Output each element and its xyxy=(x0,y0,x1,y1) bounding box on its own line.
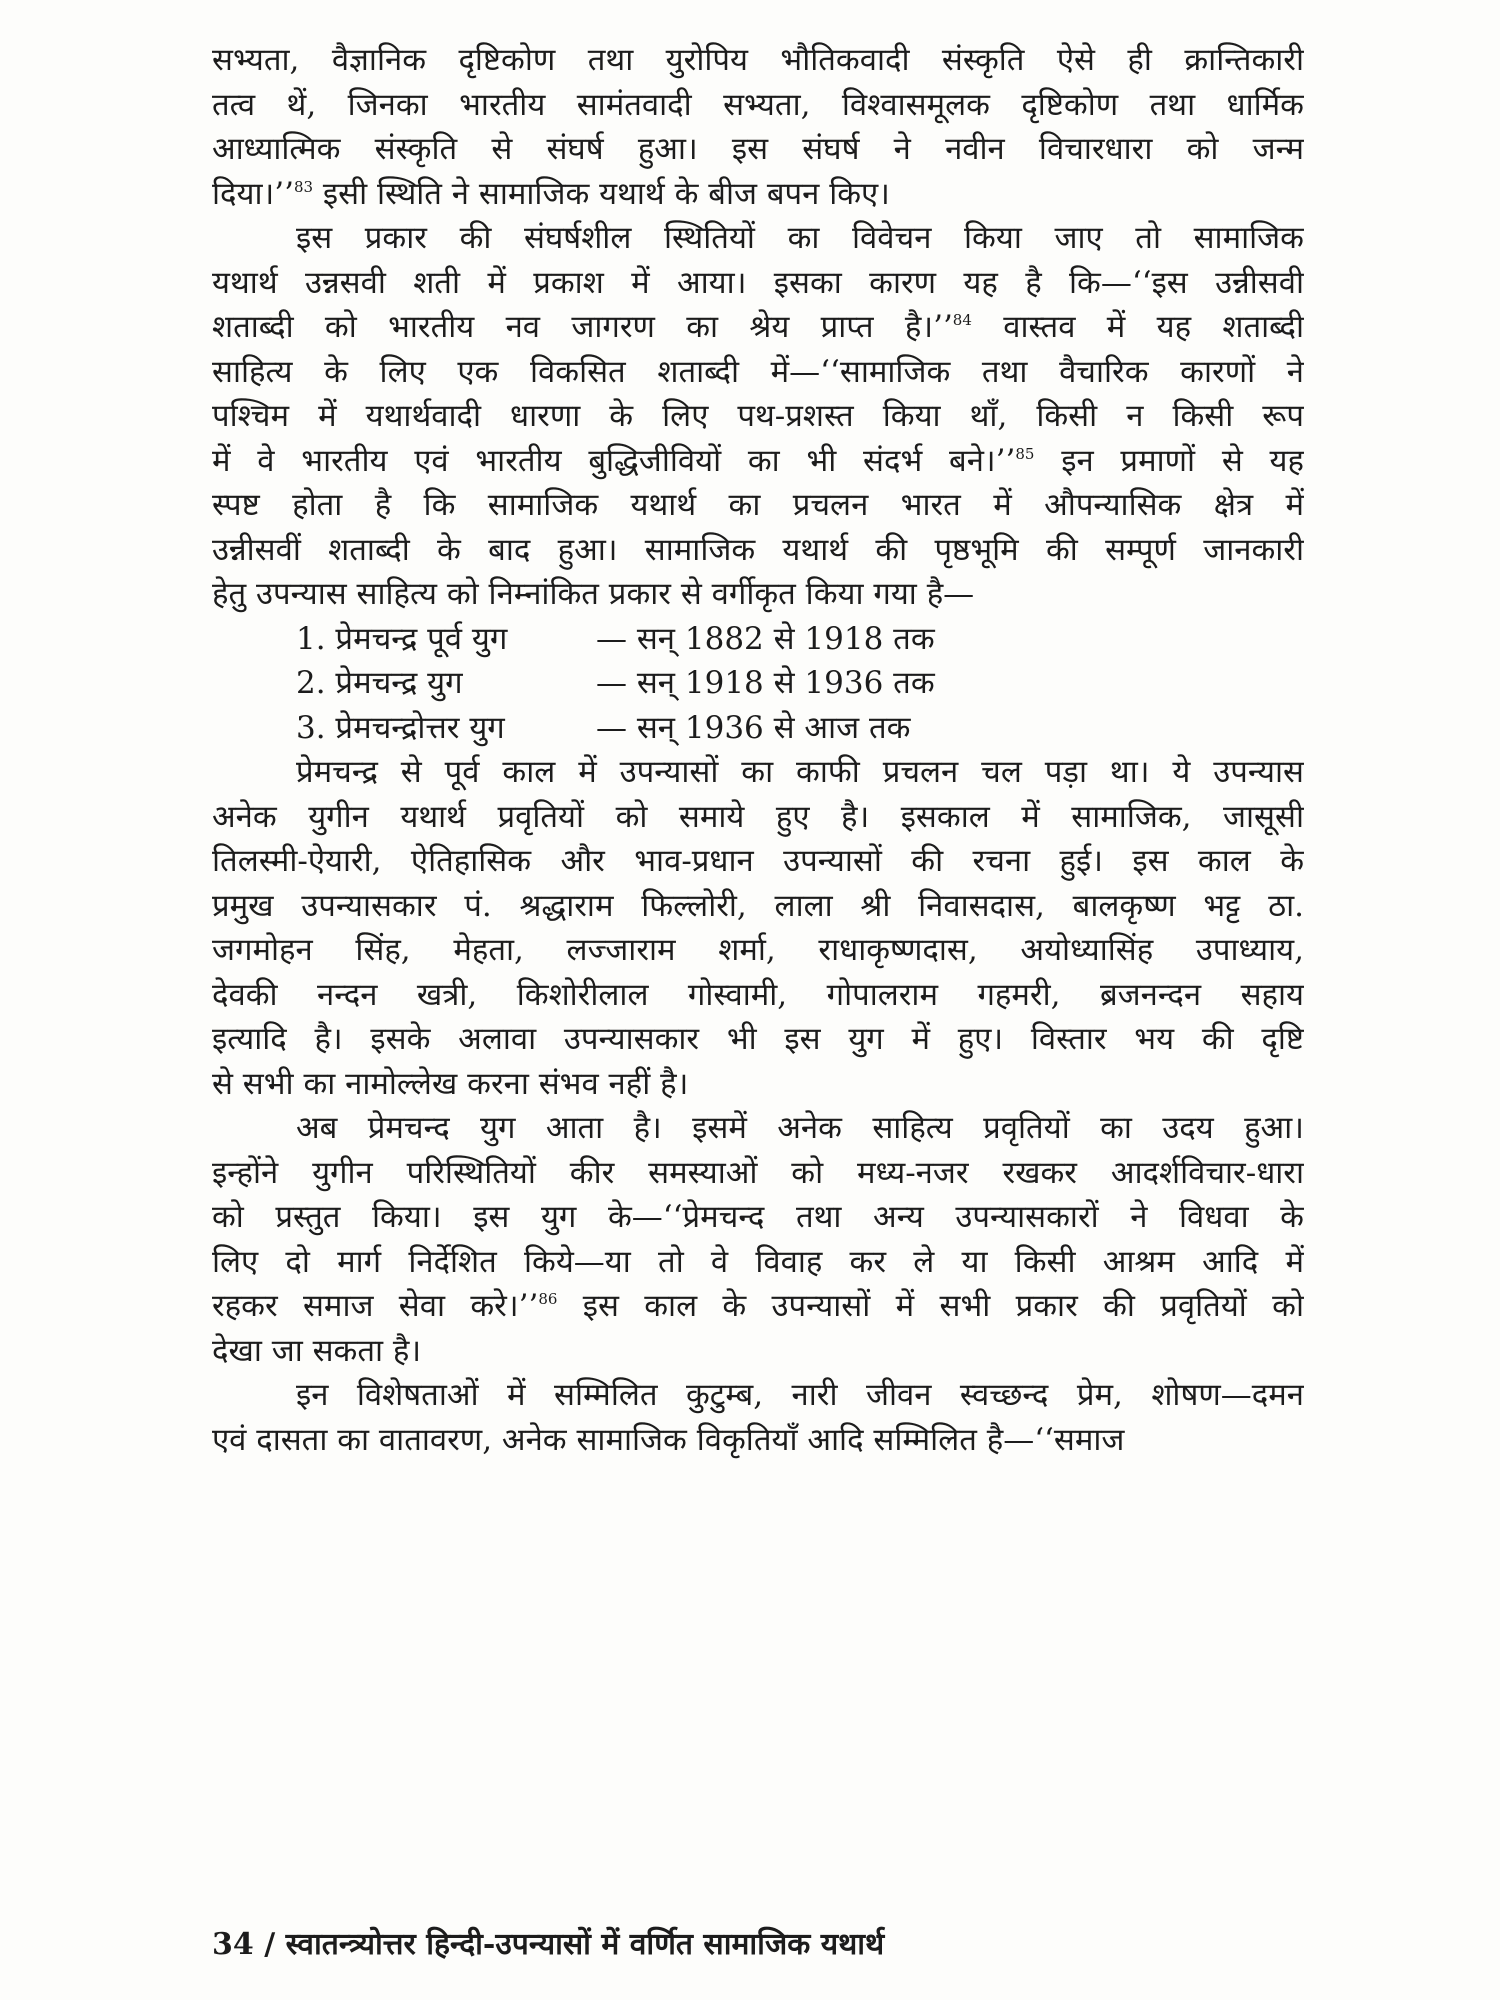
text-segment: इन्होंने युगीन परिस्थितियों कीर समस्याओं को मध्य-नजर रखकर आदर्शविचार-धारा xyxy=(212,1154,1304,1191)
text-segment: इत्यादि है। इसके अलावा उपन्यासकार भी इस युग में हुए। विस्तार भय की दृष्टि xyxy=(212,1021,1304,1057)
text-line xyxy=(212,1329,1304,1374)
text-segment: से सभी का नामोल्लेख करना संभव नहीं है। xyxy=(212,1065,689,1102)
paragraph xyxy=(212,38,1304,216)
page-footer: 34 / स्वातन्त्र्योत्तर हिन्दी-उपन्यासों में वर्णित सामाजिक यथार्थ xyxy=(212,1927,885,1962)
text-line xyxy=(212,572,1304,617)
text-segment: अब प्रेमचन्द युग आता है। इसमें अनेक साहित्य प्रवृतियों का उदय हुआ। xyxy=(296,1110,1304,1146)
text-line xyxy=(212,973,1304,1018)
footnote-marker: 83 xyxy=(293,177,314,196)
text-line xyxy=(212,528,1304,573)
text-line xyxy=(212,1284,1304,1329)
text-segment: यथार्थ उन्नसवी शती में प्रकाश में आया। इसका कारण यह है कि—‘‘इस उन्नीसवी xyxy=(212,264,1304,301)
text-segment: आध्यात्मिक संस्कृति से संघर्ष हुआ। इस संघर्ष ने नवीन विचारधारा को जन्म xyxy=(212,131,1304,167)
text-line xyxy=(212,1373,1304,1418)
text-segment: इस काल के उपन्यासों में सभी प्रकार की प्रवृतियों को xyxy=(557,1288,1304,1324)
text-line xyxy=(212,305,1304,350)
footnote-marker: 84 xyxy=(952,311,972,329)
text-line xyxy=(212,483,1304,528)
text-line xyxy=(212,38,1304,83)
footnote-marker: 86 xyxy=(538,1290,558,1308)
era-list-item xyxy=(212,706,1304,751)
text-segment: को प्रस्तुत किया। इस युग के—‘‘प्रेमचन्द तथा अन्य उपन्यासकारों ने विधवा के xyxy=(212,1199,1304,1235)
text-block-upper xyxy=(212,38,1304,617)
text-line xyxy=(212,83,1304,128)
text-line xyxy=(212,127,1304,172)
text-segment: तिलस्मी-ऐयारी, ऐतिहासिक और भाव-प्रधान उपन्यासों की रचना हुई। इस काल के xyxy=(212,843,1304,879)
text-block-lower xyxy=(212,750,1304,1462)
text-segment: अनेक युगीन यथार्थ प्रवृतियों को समाये हुए है। इसकाल में सामाजिक, जासूसी xyxy=(212,798,1304,835)
text-line xyxy=(212,1106,1304,1151)
text-line xyxy=(212,1240,1304,1285)
text-segment: इस प्रकार की संघर्षशील स्थितियों का विवेचन किया जाए तो सामाजिक xyxy=(296,220,1304,256)
era-range: — सन् 1936 से आज तक xyxy=(596,709,911,746)
text-line xyxy=(212,795,1304,840)
text-line xyxy=(212,1017,1304,1062)
text-segment: देखा जा सकता है। xyxy=(212,1332,422,1369)
text-line xyxy=(212,1062,1304,1107)
era-list-item xyxy=(212,617,1304,662)
text-segment: रहकर समाज सेवा करे।’’ xyxy=(212,1288,539,1324)
text-line xyxy=(212,884,1304,929)
text-line xyxy=(212,839,1304,884)
text-line xyxy=(212,1195,1304,1240)
text-segment: हेतु उपन्यास साहित्य को निम्नांकित प्रकार से वर्गीकृत किया गया है— xyxy=(212,576,975,612)
text-segment: इसी स्थिति ने सामाजिक यथार्थ के बीज बपन किए। xyxy=(313,175,890,212)
era-range: — सन् 1882 से 1918 तक xyxy=(596,620,935,657)
paragraph xyxy=(212,750,1304,1106)
text-segment: पश्चिम में यथार्थवादी धारणा के लिए पथ-प्रशस्त किया थाँ, किसी न किसी रूप xyxy=(212,398,1304,434)
page-body xyxy=(212,38,1304,1462)
text-segment: वास्तव में यह शताब्दी xyxy=(971,309,1304,345)
footnote-marker: 85 xyxy=(1015,444,1035,463)
text-segment: उन्नीसवीं शताब्दी के बाद हुआ। सामाजिक यथार्थ की पृष्ठभूमि की सम्पूर्ण जानकारी xyxy=(212,531,1304,568)
text-line xyxy=(212,350,1304,395)
text-line xyxy=(212,928,1304,973)
text-segment: प्रेमचन्द्र से पूर्व काल में उपन्यासों का काफी प्रचलन चल पड़ा था। ये उपन्यास xyxy=(296,754,1304,790)
era-label: 3. प्रेमचन्द्रोत्तर युग xyxy=(296,709,505,746)
text-segment: एवं दासता का वातावरण, अनेक सामाजिक विकृतियाँ आदि सम्मिलित है—‘‘समाज xyxy=(212,1421,1125,1458)
text-segment: साहित्य के लिए एक विकसित शताब्दी में—‘‘सामाजिक तथा वैचारिक कारणों ने xyxy=(212,353,1304,390)
text-segment: सभ्यता, वैज्ञानिक दृष्टिकोण तथा युरोपिय भौतिकवादी संस्कृति ऐसे ही क्रान्तिकारी xyxy=(212,42,1304,78)
text-line xyxy=(212,750,1304,795)
text-line xyxy=(212,216,1304,261)
paragraph xyxy=(212,216,1304,617)
text-line xyxy=(212,1151,1304,1196)
text-line xyxy=(212,261,1304,306)
text-segment: स्पष्ट होता है कि सामाजिक यथार्थ का प्रचलन भारत में औपन्यासिक क्षेत्र में xyxy=(212,487,1304,523)
text-segment: इन प्रमाणों से यह xyxy=(1034,442,1304,479)
text-line xyxy=(212,394,1304,439)
era-list xyxy=(212,617,1304,751)
text-segment: शताब्दी को भारतीय नव जागरण का श्रेय प्राप्त है।’’ xyxy=(212,309,953,345)
paragraph xyxy=(212,1373,1304,1462)
text-segment: दिया।’’ xyxy=(212,175,294,212)
era-label: 1. प्रेमचन्द्र पूर्व युग xyxy=(296,620,508,657)
text-segment: लिए दो मार्ग निर्देशित किये—या तो वे विवाह कर ले या किसी आश्रम आदि में xyxy=(212,1243,1304,1280)
text-segment: इन विशेषताओं में सम्मिलित कुटुम्ब, नारी जीवन स्वच्छन्द प्रेम, शोषण—दमन xyxy=(296,1377,1304,1413)
text-line xyxy=(212,1418,1304,1463)
paragraph xyxy=(212,1106,1304,1373)
text-segment: देवकी नन्दन खत्री, किशोरीलाल गोस्वामी, गोपालराम गहमरी, ब्रजनन्दन सहाय xyxy=(212,976,1304,1013)
text-segment: में वे भारतीय एवं भारतीय बुद्धिजीवियों का भी संदर्भ बने।’’ xyxy=(212,442,1016,479)
text-segment: तत्व थें, जिनका भारतीय सामंतवादी सभ्यता, विश्वासमूलक दृष्टिकोण तथा धार्मिक xyxy=(212,86,1304,123)
text-segment: प्रमुख उपन्यासकार पं. श्रद्धाराम फिल्लोरी, लाला श्री निवासदास, बालकृष्ण भट्ट ठा. xyxy=(212,887,1304,924)
text-line xyxy=(212,172,1304,217)
era-range: — सन् 1918 से 1936 तक xyxy=(596,665,935,701)
text-segment: जगमोहन सिंह, मेहता, लज्जाराम शर्मा, राधाकृष्णदास, अयोध्यासिंह उपाध्याय, xyxy=(212,932,1304,968)
era-list-item xyxy=(212,661,1304,706)
era-label: 2. प्रेमचन्द्र युग xyxy=(296,665,463,701)
text-line xyxy=(212,439,1304,484)
